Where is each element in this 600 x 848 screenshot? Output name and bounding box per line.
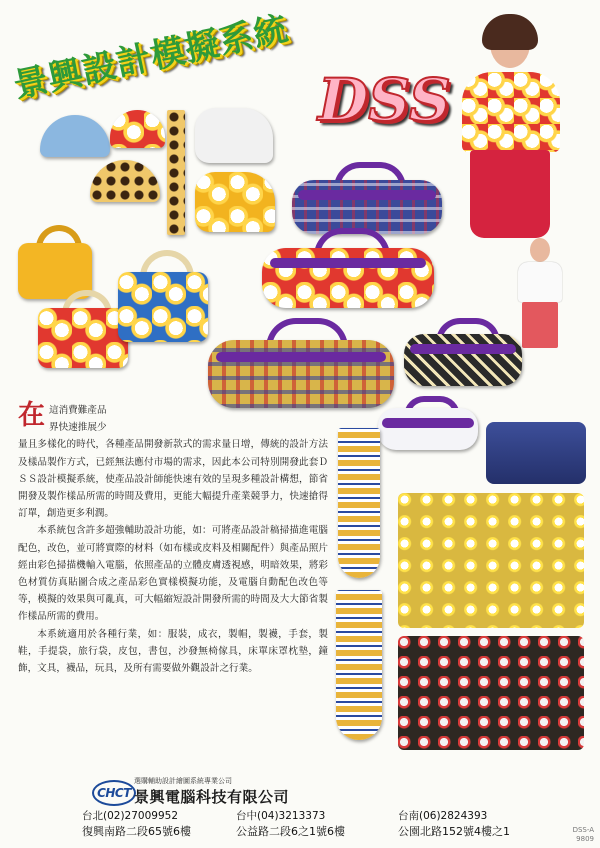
model-woman-image: [452, 20, 570, 238]
sofa-dark-floral-image: [398, 636, 584, 750]
company-tagline: 選購輔助設計繪圖系統專業公司: [134, 777, 232, 785]
article-dropcap: 在: [18, 400, 45, 431]
company-logo: CHCT: [92, 780, 136, 806]
sneaker-floral-image: [195, 172, 275, 232]
duffel-bag-white-image: [378, 396, 478, 450]
title-brand-dss: DSS: [318, 66, 451, 134]
sock-yellow-pattern-image: [336, 590, 382, 740]
tote-bag-blue-floral-image: [118, 250, 208, 342]
duffel-bag-red-floral-image: [262, 228, 434, 308]
company-name: 景興電腦科技有限公司: [134, 788, 290, 806]
article-paragraph-2: 本系統包含許多超強輔助設計功能，如：可將產品設計稿掃描進電腦配色，改色，並可將實際的材料（如布樣或皮料及相關配件）與產品照片經由彩色掃描機輸入電腦，依照產品的立體皮膚透視感，明暗效果，將彩色材質仿真貼圖合成之產品彩色實樣模擬功能，及電腦自動配色改色等等，模擬的效果與可亂真，可大幅縮短設計開發所需的時間及大大節省製作樣品所需的費用。: [18, 525, 328, 623]
office-phone: 台南(06)2824393: [398, 810, 488, 822]
catalog-code-line-2: 9809: [576, 835, 594, 843]
cap-floral-image: [110, 110, 165, 148]
article-lead-line-1: 這消費難產品: [49, 405, 107, 416]
tote-bag-yellow-image: [18, 225, 92, 299]
tote-bag-red-floral-image: [38, 290, 128, 368]
office-phone: 台北(02)27009952: [82, 810, 178, 822]
office-address: 公益路二段6之1號6樓: [236, 825, 345, 838]
office-tainan: [398, 808, 510, 839]
cap-blue-image: [40, 115, 110, 157]
sofa-yellow-pattern-image: [398, 493, 584, 628]
article-paragraph-3: 本系統適用於各種行業，如：服裝，成衣，製帽，製襪，手套，製鞋，手提袋，旅行袋，皮包，書包，沙發無椅傢具，床單床罩枕墊，鐘飾，文具，襪品，玩具，及所有需要做外觀設計之行業。: [18, 628, 328, 675]
article-body: [18, 402, 328, 677]
office-phone: 台中(04)3213373: [236, 810, 326, 822]
article-paragraph-1: 量且多樣化的時代，各種產品開發新款式的需求量日增，傳統的設計方法及樣品製作方式，已經無法應付市場的需求，因此本公司特別開發此套ＤＳＳ設計模擬系統，使產品設計師能快速有效的呈現多種設計構想，節省開發及製作樣品所需的時間及費用，更能大幅提升產業競爭力，快速搶得訂單，創造更多利潤。: [18, 439, 328, 520]
duffel-bag-dark-print-image: [404, 318, 522, 386]
sofa-navy-image: [486, 422, 586, 484]
office-taipei: [82, 808, 191, 839]
office-taichung: [236, 808, 345, 839]
duffel-bag-blue-plaid-image: [292, 162, 442, 234]
cap-leopard-image: [90, 160, 160, 202]
title-chinese: 景興設計模擬系統: [10, 8, 293, 107]
catalog-code-line-1: DSS-A: [572, 826, 594, 834]
sneaker-white-image: [195, 108, 273, 163]
duffel-bag-plaid-image: [208, 318, 394, 408]
sock-striped-image: [338, 428, 380, 578]
fabric-strip-image: [167, 110, 185, 235]
office-address: 公園北路152號4樓之1: [398, 825, 510, 838]
office-address: 復興南路二段65號6樓: [82, 825, 191, 838]
catalog-code: [573, 826, 594, 844]
article-lead-line-2: 界快速推展少: [49, 422, 107, 434]
